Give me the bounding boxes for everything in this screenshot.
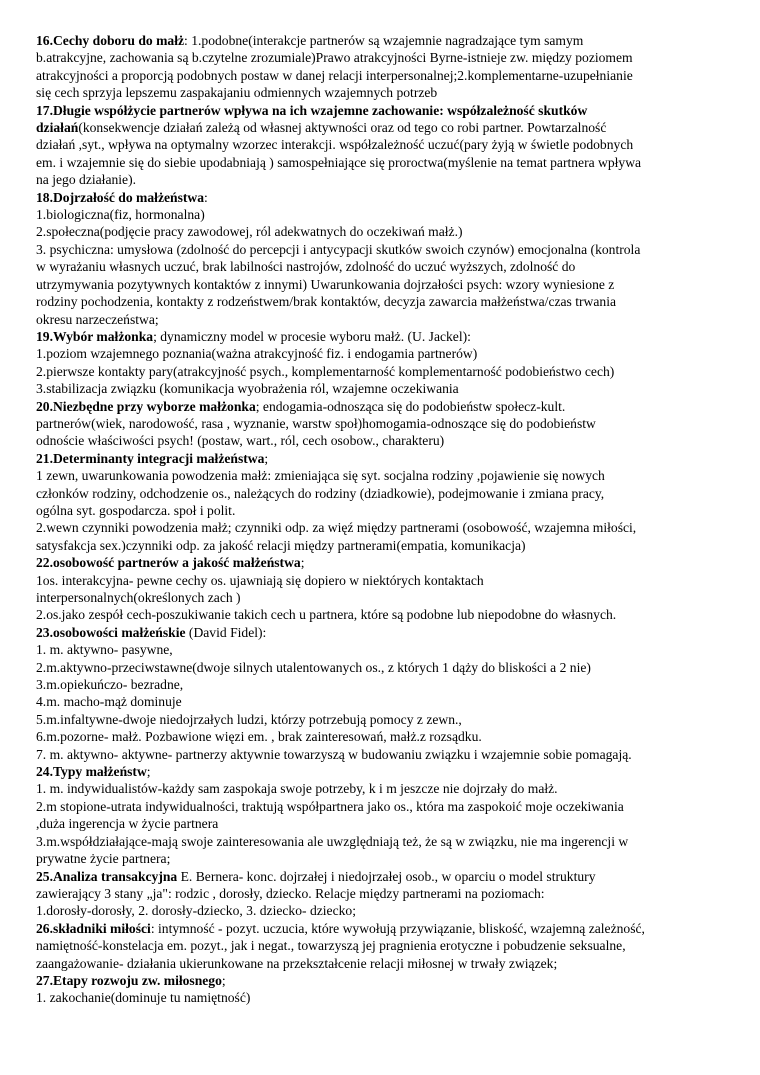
body-text: 2.os.jako zespół cech-poszukiwanie takich cech u partnera, które są podobne lub niepodobne do własnych. — [36, 607, 617, 623]
text-line — [36, 937, 726, 954]
body-text: : — [204, 189, 208, 205]
body-text: (David Fidel): — [185, 624, 267, 640]
body-text: atrakcyjności a proporcją podobnych postaw w danej relacji interpersonalnej;2.komplementarne-uzupełnianie — [36, 67, 633, 83]
text-line — [36, 763, 726, 780]
body-text: na jego działanie). — [36, 172, 137, 188]
text-line — [36, 676, 726, 693]
document-page — [36, 32, 726, 1007]
text-line — [36, 833, 726, 850]
body-text: działań ,syt., wpływa na optymalny wzorzec interakcji. współzależność uczuć(pary żyją w świetle podobnych — [36, 137, 634, 153]
body-text: członków rodziny, odchodzenie os., należących do rodziny (dziadkowie), podejmowanie i zmiana pracy, — [36, 485, 605, 501]
body-text: 3. psychiczna: umysłowa (zdolność do percepcji i antycypacji skutków swoich czynów) emocjonalna (kontrola — [36, 241, 641, 257]
text-line — [36, 920, 726, 937]
body-text: satysfakcja sex.)czynniki odp. za jakość relacji między partnerami(empatia, komunikacja) — [36, 537, 526, 553]
body-text: 1. m. indywidualistów-każdy sam zaspokaja swoje potrzeby, k i m jeszcze nie dojrzały do małż. — [36, 781, 558, 797]
text-line — [36, 972, 726, 989]
text-line — [36, 450, 726, 467]
text-line — [36, 798, 726, 815]
text-line — [36, 519, 726, 536]
text-line — [36, 537, 726, 554]
body-text: ; — [146, 764, 151, 780]
body-text: partnerów(wiek, narodowość, rasa , wyznanie, warstw społ)homogamia-odnoszące się do podobieństw — [36, 415, 596, 431]
body-text: (konsekwencje działań zależą od własnej aktywności oraz od tego co robi partner. Powtarzalność — [78, 120, 607, 136]
section-heading: 17.Długie współżycie partnerów wpływa na ich wzajemne zachowanie: współzależność skutków — [36, 102, 588, 118]
text-line — [36, 67, 726, 84]
text-line — [36, 955, 726, 972]
section-heading: działań — [36, 120, 79, 136]
body-text: namiętność-konstelacja em. pozyt., jak i negat., towarzyszą jej pragnienia erotyczne i pobudzenie seksualne, — [36, 938, 626, 954]
text-line — [36, 380, 726, 397]
body-text: prywatne życie partnera; — [36, 851, 171, 867]
section-heading: 18.Dojrzałość do małżeństwa — [36, 189, 205, 205]
body-text: ; endogamia-odnosząca się do podobieństw społecz-kult. — [255, 398, 566, 414]
body-text: odnoście właściwości psych! (postaw, wart., ról, cech osobow., charakteru) — [36, 433, 445, 449]
text-line — [36, 398, 726, 415]
body-text: 1. m. aktywno- pasywne, — [36, 642, 173, 658]
text-line — [36, 154, 726, 171]
text-line — [36, 345, 726, 362]
text-line — [36, 780, 726, 797]
text-line — [36, 432, 726, 449]
text-line — [36, 572, 726, 589]
text-line — [36, 328, 726, 345]
section-heading: 26.składniki miłości — [36, 920, 151, 936]
body-text: 7. m. aktywno- aktywne- partnerzy aktywnie towarzyszą w budowaniu związku i wzajemnie sobie pomagają. — [36, 746, 632, 762]
body-text: 1 zewn, uwarunkowania powodzenia małż: zmieniająca się syt. socjalna rodziny ,pojawienie się nowych — [36, 468, 605, 484]
text-line — [36, 32, 726, 49]
body-text: 5.m.infaltywne-dwoje niedojrzałych ludzi, którzy potrzebują pomocy z zewn., — [36, 711, 462, 727]
body-text: 2.m stopione-utrata indywidualności, traktują współpartnera jako os., która ma zaspokoić moje oczekiwania — [36, 798, 624, 814]
body-text: 3.stabilizacja związku (komunikacja wyobrażenia ról, wzajemne oczekiwania — [36, 381, 459, 397]
body-text: się cech sprzyja lepszemu zaspakajaniu odmiennych wzajemnych potrzeb — [36, 85, 438, 101]
text-line — [36, 711, 726, 728]
body-text: 2.społeczna(podjęcie pracy zawodowej, ról adekwatnych do oczekiwań małż.) — [36, 224, 463, 240]
body-text: E. Bernera- konc. dojrzałej i niedojrzałej osob., w oparciu o model struktury — [177, 868, 596, 884]
text-line — [36, 241, 726, 258]
text-line — [36, 49, 726, 66]
text-line — [36, 415, 726, 432]
text-line — [36, 311, 726, 328]
section-heading: 21.Determinanty integracji małżeństwa — [36, 450, 265, 466]
text-line — [36, 502, 726, 519]
text-line — [36, 728, 726, 745]
text-line — [36, 136, 726, 153]
body-text: : 1.podobne(interakcje partnerów są wzajemnie nagradzające tym samym — [184, 33, 584, 48]
body-text: zaangażowanie- działania ukierunkowane na przekształcenie relacji miłosnej w trwały związek; — [36, 955, 558, 971]
text-line — [36, 293, 726, 310]
body-text: 2.m.aktywno-przeciwstawne(dwoje silnych utalentowanych os., z których 1 dąży do bliskości a 2 nie) — [36, 659, 591, 675]
body-text: ; — [264, 450, 269, 466]
text-line — [36, 589, 726, 606]
body-text: utrzymywania pozytywnych kontaktów z innymi) Uwarunkowania dojrzałości psych: wzory wyniesione z — [36, 276, 615, 292]
section-heading: 19.Wybór małżonka — [36, 328, 154, 344]
text-line — [36, 746, 726, 763]
body-text: 2.wewn czynniki powodzenia małż; czynniki odp. za więź między partnerami (osobowość, wzajemna miłości, — [36, 520, 637, 536]
section-heading: 20.Niezbędne przy wyborze małżonka — [36, 398, 256, 414]
text-line — [36, 902, 726, 919]
text-line — [36, 885, 726, 902]
section-heading: 16.Cechy doboru do małż — [36, 33, 185, 48]
body-text: interpersonalnych(określonych zach ) — [36, 590, 241, 605]
body-text: ; — [300, 555, 305, 571]
text-line — [36, 989, 726, 1006]
body-text: ,duża ingerencja w życie partnera — [36, 816, 219, 832]
body-text: rodziny pochodzenia, kontakty z rodzeństwem/brak kontaktów, decyzja zawarcia małżeństwa/czas trwania — [36, 294, 617, 310]
text-line — [36, 624, 726, 641]
body-text: 1os. interakcyjna- pewne cechy os. ujawniają się dopiero w niektórych kontaktach — [36, 572, 484, 588]
body-text: em. i wzajemnie się do siebie upodabniają ) samospełniające się proroctwa(myślenie na temat partnera wpływa — [36, 154, 642, 170]
text-line — [36, 641, 726, 658]
text-line — [36, 467, 726, 484]
text-line — [36, 223, 726, 240]
text-line — [36, 84, 726, 101]
text-line — [36, 276, 726, 293]
body-text: 1.poziom wzajemnego poznania(ważna atrakcyjność fiz. i endogamia partnerów) — [36, 346, 478, 362]
section-heading: 25.Analiza transakcyjna — [36, 868, 178, 884]
body-text: 1.biologiczna(fiz, hormonalna) — [36, 207, 205, 223]
body-text: 4.m. macho-mąż dominuje — [36, 694, 182, 710]
body-text: 6.m.pozorne- małż. Pozbawione więzi em. , brak zainteresowań, małż.z rozsądku. — [36, 729, 482, 745]
section-heading: 24.Typy małżeństw — [36, 764, 147, 780]
text-line — [36, 485, 726, 502]
section-heading: 22.osobowość partnerów a jakość małżeństwa — [36, 555, 301, 571]
text-line — [36, 693, 726, 710]
text-line — [36, 659, 726, 676]
body-text: 2.pierwsze kontakty pary(atrakcyjność psych., komplementarność komplementarność podobieństwo cech) — [36, 363, 615, 379]
section-heading: 23.osobowości małżeńskie — [36, 624, 186, 640]
body-text: 3.m.współdziałające-mają swoje zainteresowania ale uwzględniają też, że są w związku, nie ma ingerencji w — [36, 833, 629, 849]
body-text: okresu narzeczeństwa; — [36, 311, 159, 327]
body-text: ; dynamiczny model w procesie wyboru małż. (U. Jackel): — [153, 328, 471, 344]
body-text: 1. zakochanie(dominuje tu namiętność) — [36, 990, 251, 1006]
text-line — [36, 850, 726, 867]
body-text: ogólna syt. gospodarcza. społ i polit. — [36, 502, 236, 518]
text-line — [36, 363, 726, 380]
text-line — [36, 206, 726, 223]
text-line — [36, 606, 726, 623]
text-line — [36, 102, 726, 119]
text-line — [36, 171, 726, 188]
body-text: : intymność - pozyt. uczucia, które wywołują przywiązanie, bliskość, wzajemną zależność, — [150, 920, 645, 936]
text-line — [36, 189, 726, 206]
body-text: w wyrażaniu własnych uczuć, brak labilności nastrojów, zdolność do uczuć wyższych, zdolność do — [36, 259, 576, 275]
text-line — [36, 119, 726, 136]
text-line — [36, 815, 726, 832]
body-text: zawierający 3 stany „ja": rodzic , dorosły, dziecko. Relacje między partnerami na poziomach: — [36, 885, 545, 901]
text-line — [36, 554, 726, 571]
text-line — [36, 258, 726, 275]
body-text: 1.dorosły-dorosły, 2. dorosły-dziecko, 3. dziecko- dziecko; — [36, 903, 356, 919]
body-text: 3.m.opiekuńczo- bezradne, — [36, 677, 184, 693]
section-heading: 27.Etapy rozwoju zw. miłosnego — [36, 972, 222, 988]
text-line — [36, 868, 726, 885]
body-text: ; — [221, 972, 226, 988]
body-text: b.atrakcyjne, zachowania są b.czytelne zrozumiale)Prawo atrakcyjności Byrne-istnieje zw. między poziomem — [36, 50, 633, 66]
